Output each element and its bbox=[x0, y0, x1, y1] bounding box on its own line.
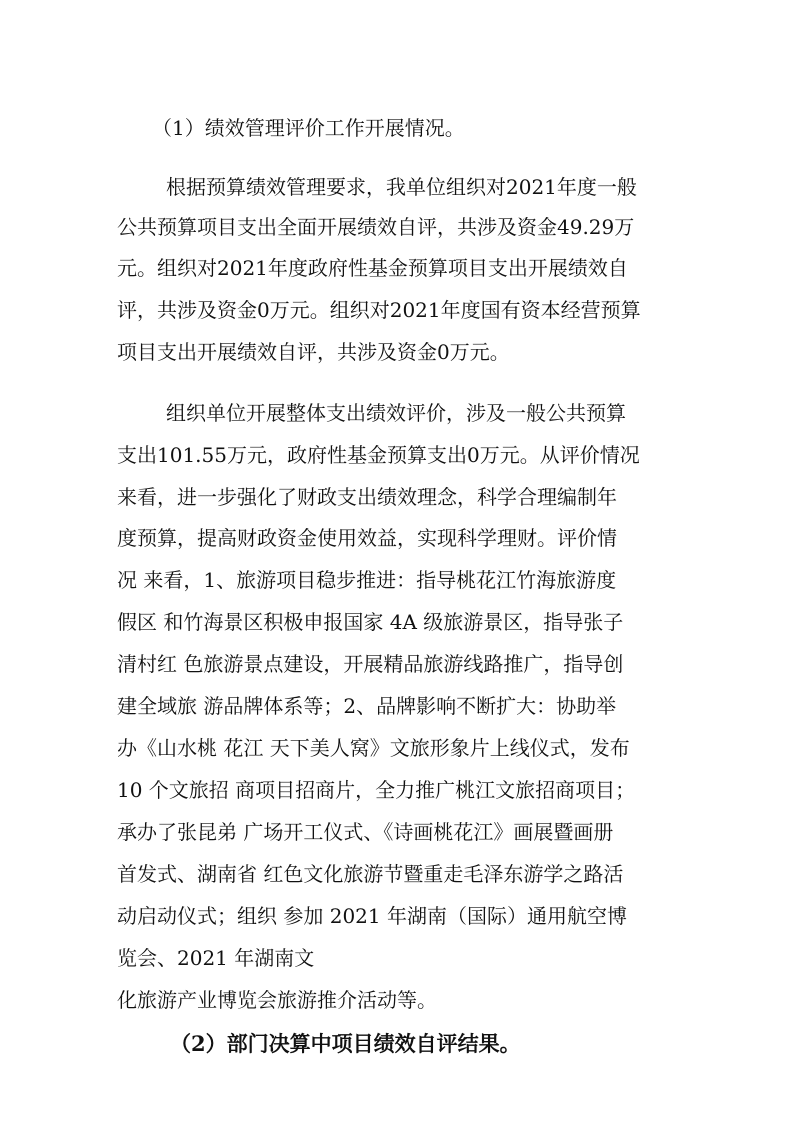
paragraph-line: 公共预算项目支出全面开展绩效自评，共涉及资金49.29万 bbox=[117, 215, 635, 239]
paragraph-line: 建全域旅 游品牌体系等；2、品牌影响不断扩大：协助举 bbox=[117, 694, 617, 718]
paragraph-line: 况 来看，1、旅游项目稳步推进：指导桃花江竹海旅游度 bbox=[117, 568, 617, 592]
paragraph-line: 览会、2021 年湖南文 bbox=[117, 946, 315, 970]
paragraph-line: 来看，进一步强化了财政支出绩效理念，科学合理编制年 bbox=[117, 485, 617, 509]
paragraph-line: 度预算，提高财政资金使用效益，实现科学理财。评价情 bbox=[117, 526, 617, 550]
paragraph-line: 项目支出开展绩效自评，共涉及资金0万元。 bbox=[117, 340, 510, 364]
section-heading-1: （1）绩效管理评价工作开展情况。 bbox=[152, 116, 465, 140]
paragraph-line: 承办了张昆弟 广场开工仪式、《诗画桃花江》画展暨画册 bbox=[117, 820, 614, 844]
paragraph-line: 办《山水桃 花江 天下美人窝》文旅形象片上线仪式，发布 bbox=[117, 736, 630, 760]
paragraph-line: 化旅游产业博览会旅游推介活动等。 bbox=[117, 988, 437, 1012]
paragraph-line: 首发式、湖南省 红色文化旅游节暨重走毛泽东游学之路活 bbox=[117, 862, 624, 886]
paragraph-line: 动启动仪式；组织 参加 2021 年湖南（国际）通用航空博 bbox=[117, 904, 627, 928]
section-heading-2: （2）部门决算中项目绩效自评结果。 bbox=[170, 1031, 521, 1056]
paragraph-line: 假区 和竹海景区积极申报国家 4A 级旅游景区，指导张子 bbox=[117, 610, 624, 634]
paragraph-line: 清村红 色旅游景点建设，开展精品旅游线路推广，指导创 bbox=[117, 652, 624, 676]
paragraph-line: 10 个文旅招 商项目招商片，全力推广桃江文旅招商项目； bbox=[117, 778, 636, 802]
paragraph-line: 支出101.55万元，政府性基金预算支出0万元。从评价情况 bbox=[117, 443, 640, 467]
paragraph-line: 元。组织对2021年度政府性基金预算项目支出开展绩效自 bbox=[117, 256, 628, 280]
paragraph-line: 根据预算绩效管理要求，我单位组织对2021年度一般 bbox=[166, 175, 637, 199]
paragraph-line: 组织单位开展整体支出绩效评价，涉及一般公共预算 bbox=[166, 401, 626, 425]
paragraph-line: 评，共涉及资金0万元。组织对2021年度国有资本经营预算 bbox=[117, 298, 641, 322]
